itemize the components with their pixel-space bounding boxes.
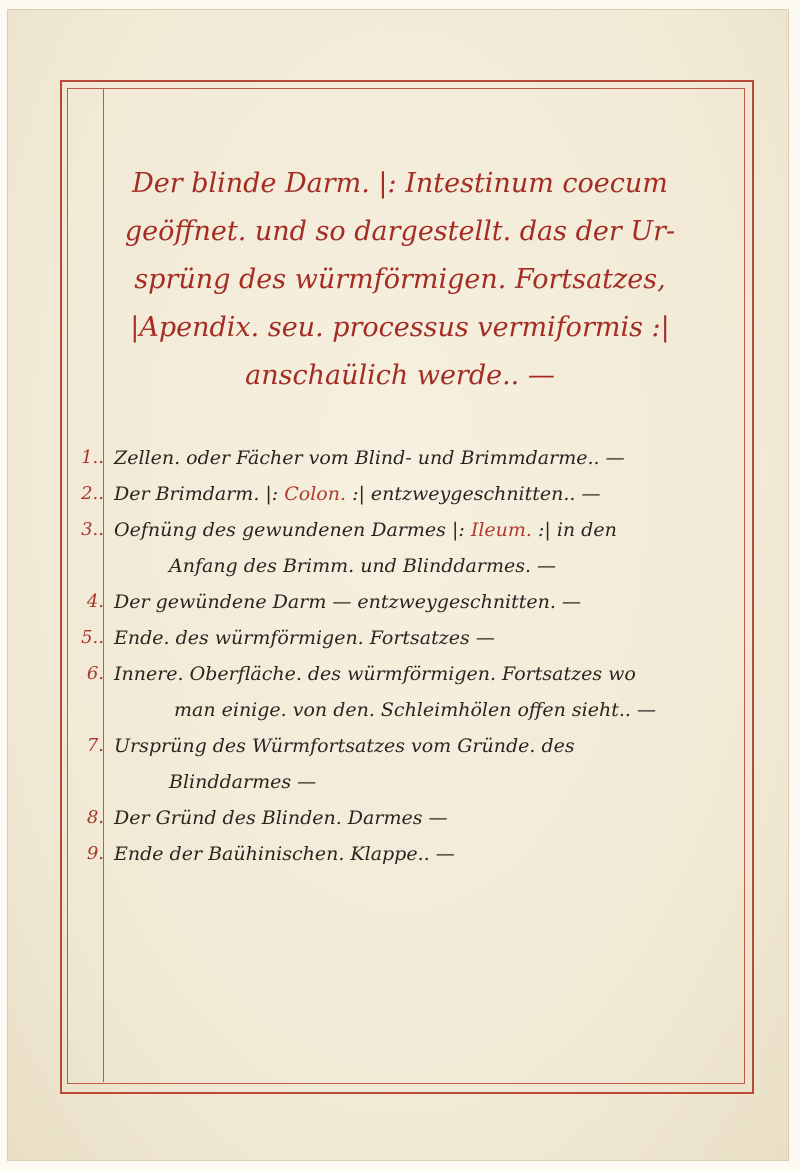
- list-item: [74, 512, 714, 584]
- title-line: geöffnet. und so dargestellt. das der Ur-: [124, 216, 676, 247]
- title-line: Der blinde Darm. |: Intestinum coecum: [132, 168, 668, 199]
- item-text: Der gewündene Darm — entzweygeschnitten. —: [114, 591, 581, 613]
- list-item: [74, 584, 714, 620]
- item-text: Der Gründ des Blinden. Darmes —: [114, 807, 448, 829]
- latin-term: Colon.: [284, 483, 347, 505]
- list-item: [74, 836, 714, 872]
- item-text: Ende. des würmförmigen. Fortsatzes —: [114, 627, 495, 649]
- item-number: 5..: [81, 627, 104, 648]
- item-number: 8.: [86, 807, 104, 828]
- item-number: 3..: [81, 519, 104, 540]
- list-item: [74, 800, 714, 836]
- title-line: anschaülich werde.. —: [245, 360, 555, 391]
- latin-term: Ileum.: [470, 519, 532, 541]
- list-item: [74, 728, 714, 800]
- item-number: 1..: [81, 447, 104, 468]
- item-text: Ende der Baühinischen. Klappe.. —: [114, 843, 455, 865]
- item-text: Zellen. oder Fächer vom Blind- und Brimmdarme.. —: [114, 447, 625, 469]
- item-continuation: Blinddarmes —: [169, 771, 317, 793]
- list-item: [74, 440, 714, 476]
- item-number: 4.: [86, 591, 104, 612]
- item-text: :| entzweygeschnitten.. —: [346, 483, 601, 505]
- item-number: 6.: [86, 663, 104, 684]
- item-text: :| in den: [531, 519, 617, 541]
- list-item: [74, 620, 714, 656]
- list-item: [74, 656, 714, 728]
- title-line: sprüng des würmförmigen. Fortsatzes,: [134, 264, 666, 295]
- item-text: Oefnüng des gewundenen Darmes |:: [114, 519, 471, 541]
- title-block: [120, 160, 680, 400]
- item-continuation: man einige. von den. Schleimhölen offen sieht.. —: [174, 699, 656, 721]
- item-number: 9.: [86, 843, 104, 864]
- item-continuation: Anfang des Brimm. und Blinddarmes. —: [169, 555, 557, 577]
- item-text: Ursprüng des Würmfortsatzes vom Gründe. des: [114, 735, 575, 757]
- item-number: 7.: [86, 735, 104, 756]
- list-item: [74, 476, 714, 512]
- title-line: |Apendix. seu. processus vermiformis :|: [130, 312, 670, 343]
- item-text: Innere. Oberfläche. des würmförmigen. Fortsatzes wo: [114, 663, 636, 685]
- item-number: 2..: [81, 483, 104, 504]
- legend-list: [74, 440, 714, 872]
- item-text: Der Brimdarm. |:: [114, 483, 285, 505]
